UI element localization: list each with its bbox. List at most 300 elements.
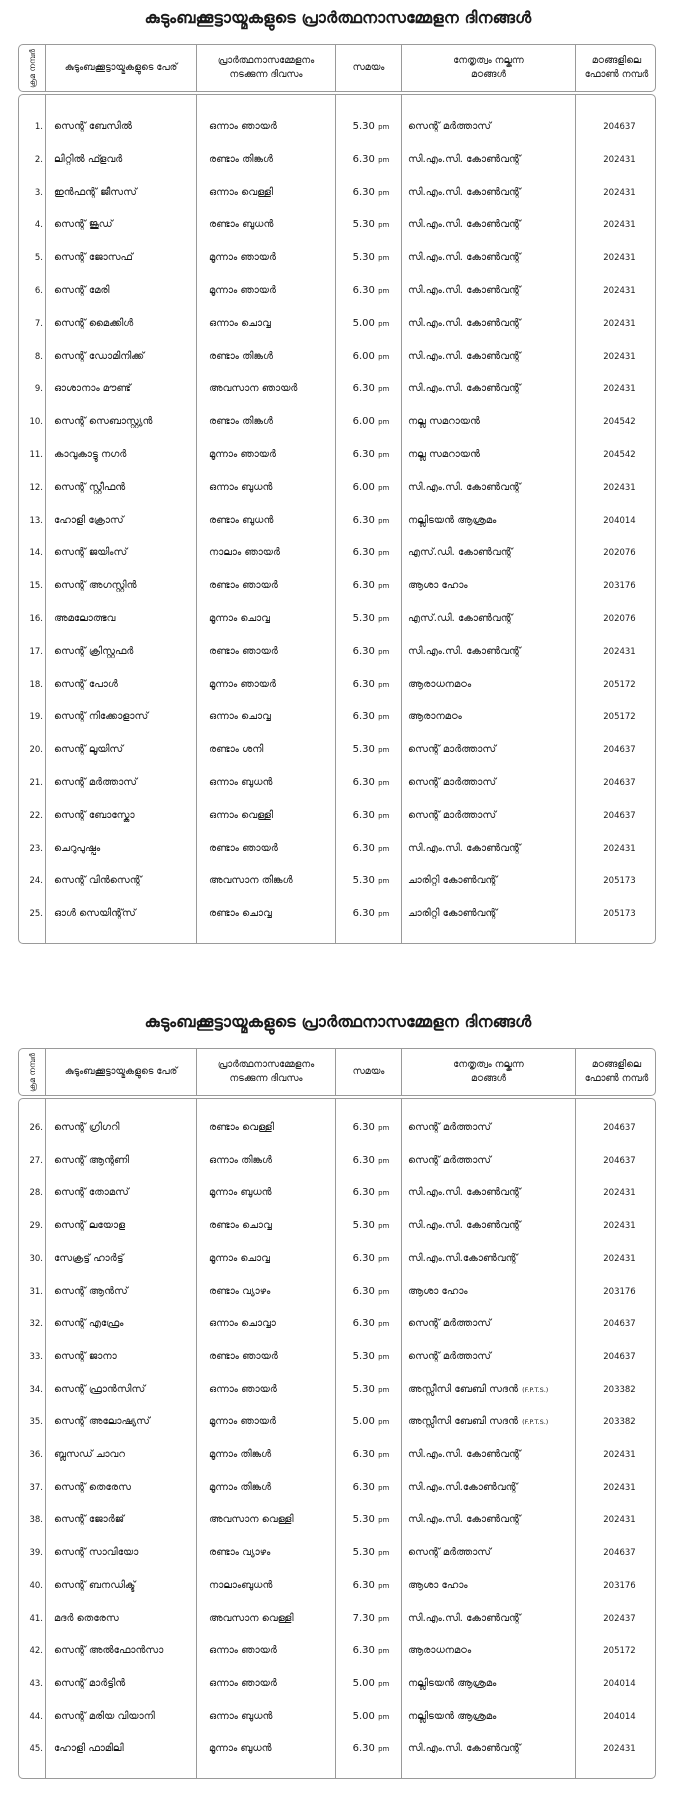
cell-serial-no: 25. [29, 909, 43, 920]
time-unit: pm [378, 385, 390, 394]
time-value: 6.30 [352, 1579, 375, 1591]
cell-serial-no: 34. [29, 1384, 43, 1395]
table-row [19, 479, 657, 497]
cell-time [341, 708, 401, 726]
cell-day: ഒന്നാം ചൊവ്വാ [209, 1318, 276, 1330]
table-row [19, 676, 657, 694]
cell-serial-no: 27. [29, 1155, 43, 1166]
header-name: കുടുംബക്കൂട്ടായ്മകളുടെ പേര് [64, 1066, 178, 1077]
time-value: 6.00 [352, 350, 375, 362]
convent-name: നല്ല സമറായൻ [408, 449, 480, 460]
cell-phone: 202431 [603, 384, 636, 395]
cell-day: ഒന്നാം ബുധൻ [209, 777, 273, 788]
cell-time [341, 676, 401, 694]
convent-name: എസ്.ഡി. കോൺവന്റ് [408, 613, 513, 624]
table-body [18, 94, 656, 944]
cell-day: മൂന്നാം തിങ്കൾ [209, 1481, 272, 1493]
cell-day: ഒന്നാം ബുധൻ [209, 1710, 273, 1722]
cell-day: രണ്ടാം ചൊവ്വ [209, 908, 272, 920]
convent-name: സി.എം.സി.കോൺവന്റ് [408, 1252, 518, 1264]
table-row [19, 216, 657, 234]
table-row [19, 1413, 657, 1431]
cell-day: ഒന്നാം ചൊവ്വ [209, 711, 271, 723]
cell-convent [408, 479, 580, 497]
time-value: 6.30 [352, 383, 375, 395]
table-row [19, 643, 657, 661]
convent-name: നല്ലിടയൻ ആശ്രമം [408, 514, 497, 526]
time-value: 5.30 [352, 219, 375, 231]
cell-time [341, 380, 401, 398]
time-value: 5.00 [352, 1416, 375, 1428]
time-value: 6.30 [352, 1449, 375, 1460]
cell-serial-no: 10. [29, 417, 43, 428]
convent-name: സി.എം.സി. കോൺവന്റ് [408, 153, 521, 165]
cell-name: സെന്റ് അൽഫോൻസാ [54, 1645, 164, 1657]
cell-serial-no: 44. [29, 1711, 43, 1722]
time-value: 6.30 [352, 1122, 375, 1133]
time-unit: pm [378, 1156, 390, 1165]
time-value: 6.30 [352, 514, 375, 526]
cell-day: ഒന്നാം വെള്ളി [209, 809, 274, 821]
cell-day: ഒന്നാം ചൊവ്വ [209, 317, 271, 329]
section-title: കുടുംബക്കൂട്ടായ്മകളുടെ പ്രാർത്ഥനാസമ്മേളന ദിനങ്ങൾ [144, 8, 532, 27]
time-value: 7.30 [352, 1612, 375, 1624]
cell-convent [408, 1479, 580, 1497]
table-row [19, 1119, 657, 1137]
table-row [19, 544, 657, 562]
cell-name: ഓൾ സെയിന്റ്സ് [54, 908, 136, 920]
cell-day: രണ്ടാം തിങ്കൾ [209, 416, 274, 428]
table-row [19, 380, 657, 398]
cell-convent [408, 184, 580, 202]
cell-time [341, 348, 401, 366]
cell-name: സെന്റ് ബോസ്കോ [54, 809, 135, 821]
convent-name: സി.എം.സി. കോൺവന്റ് [408, 645, 521, 657]
time-unit: pm [378, 1124, 390, 1132]
cell-convent [408, 1250, 580, 1268]
cell-convent [408, 872, 580, 890]
time-unit: pm [378, 1451, 390, 1459]
cell-time [341, 807, 401, 825]
table-row [19, 1577, 657, 1595]
convent-name: എസ്.ഡി. കോൺവന്റ് [408, 547, 513, 559]
cell-name: സെന്റ് അഗസ്റ്റിൻ [54, 580, 137, 592]
table-row [19, 774, 657, 792]
time-value: 6.30 [352, 1187, 375, 1199]
cell-convent [408, 676, 580, 694]
cell-time [341, 512, 401, 530]
header-convent: നേതൃത്വം നല്കുന്ന മഠങ്ങൾ [453, 1059, 524, 1084]
cell-convent [408, 610, 580, 628]
table-row [19, 872, 657, 890]
cell-convent [408, 249, 580, 267]
table-row [19, 708, 657, 726]
cell-name: സെന്റ് ഗ്രിഗറി [54, 1122, 120, 1133]
cell-phone: 204542 [603, 417, 636, 428]
header-time: സമയം [352, 62, 385, 73]
cell-convent [408, 413, 580, 431]
time-unit: pm [378, 516, 390, 525]
cell-name: സെന്റ് സെബാസ്റ്റ്യൻ [54, 416, 153, 428]
cell-day: രണ്ടാം ബുധൻ [209, 219, 274, 231]
convent-name: ആരാധനമഠം [408, 1645, 472, 1657]
time-value: 6.30 [352, 1743, 375, 1755]
table-row [19, 446, 657, 464]
cell-serial-no: 41. [29, 1613, 43, 1624]
cell-name: സെന്റ് തെരേസ [54, 1481, 131, 1493]
cell-convent [408, 1348, 580, 1366]
cell-serial-no: 28. [29, 1188, 43, 1199]
cell-serial-no: 9. [34, 384, 43, 395]
time-unit: pm [378, 1581, 390, 1590]
cell-phone: 203176 [603, 581, 636, 592]
cell-day: ഒന്നാം ഞായർ [209, 1645, 277, 1657]
table-row [19, 610, 657, 628]
table-row [19, 1446, 657, 1464]
convent-name: അസ്സീസി ബേബി സദൻ [408, 1383, 519, 1395]
convent-name: സെന്റ് മാർത്താസ് [408, 777, 497, 788]
cell-phone: 204014 [603, 1678, 636, 1689]
cell-phone: 202431 [603, 1221, 636, 1232]
cell-serial-no: 21. [29, 778, 43, 788]
cell-day: ഒന്നാം ഞായർ [209, 1677, 277, 1689]
table-row [19, 840, 657, 858]
cell-phone: 202431 [603, 1253, 636, 1264]
cell-phone: 202431 [603, 187, 636, 198]
cell-name: സെന്റ് ജോസഫ് [54, 252, 133, 264]
cell-name: സേക്രട്ട് ഹാർട്ട് [54, 1252, 124, 1264]
cell-name: ഹോളി ഫാമിലി [54, 1743, 124, 1755]
table-row [19, 1675, 657, 1693]
cell-name: സെന്റ് ജാനാ [54, 1350, 117, 1362]
cell-phone: 202431 [603, 286, 636, 296]
cell-phone: 202431 [603, 253, 636, 264]
cell-day: മൂന്നാം ഞായർ [209, 678, 277, 690]
cell-convent [408, 348, 580, 366]
convent-name: സി.എം.സി. കോൺവന്റ് [408, 350, 521, 362]
cell-day: രണ്ടാം വ്യാഴം [209, 1285, 271, 1297]
time-value: 5.30 [352, 613, 375, 624]
cell-time [341, 1413, 401, 1431]
cell-convent [408, 1675, 580, 1693]
cell-name: അമലോത്ഭവ [54, 613, 116, 624]
table-row [19, 577, 657, 595]
cell-convent [408, 118, 580, 136]
cell-time [341, 643, 401, 661]
header-serial-no: ക്രമ നമ്പർ [27, 1052, 37, 1092]
cell-day: നാലാം ഞായർ [209, 547, 281, 559]
cell-phone: 204637 [603, 1548, 636, 1559]
cell-convent [408, 1544, 580, 1562]
cell-name: സെന്റ് ഡോമിനിക്ക് [54, 350, 145, 362]
time-value: 6.30 [352, 547, 375, 559]
cell-name: മദർ തെരേസ [54, 1612, 119, 1624]
cell-name: കാവുകാട്ടു നഗർ [54, 449, 127, 460]
table-row [19, 1511, 657, 1529]
cell-name: സെന്റ് ജയിംസ് [54, 547, 128, 559]
convent-name: സി.എം.സി. കോൺവന്റ് [408, 1187, 521, 1199]
cell-time [341, 544, 401, 562]
time-value: 6.00 [352, 416, 375, 428]
time-unit: pm [378, 811, 390, 820]
convent-name: നല്ലിടയൻ ആശ്രമം [408, 1710, 497, 1722]
cell-phone: 204637 [603, 778, 636, 788]
table-row [19, 1217, 657, 1235]
cell-time [341, 1217, 401, 1235]
cell-serial-no: 1. [34, 122, 43, 132]
time-value: 5.30 [352, 744, 375, 756]
cell-time [341, 1152, 401, 1170]
cell-name: സെന്റ് ജൂഡ് [54, 219, 113, 231]
time-value: 6.30 [352, 1154, 375, 1166]
time-value: 5.30 [352, 1547, 375, 1559]
cell-convent [408, 708, 580, 726]
cell-day: ഒന്നാം തിങ്കൾ [209, 1154, 273, 1166]
cell-convent [408, 741, 580, 759]
cell-time [341, 1577, 401, 1595]
time-unit: pm [378, 910, 390, 919]
convent-name: സി.എം.സി. കോൺവന്റ് [408, 481, 521, 493]
cell-time [341, 872, 401, 890]
cell-phone: 202431 [603, 482, 636, 493]
convent-name: നല്ല സമറായൻ [408, 416, 480, 428]
convent-name: സി.എം.സി. കോൺവന്റ് [408, 383, 521, 395]
cell-serial-no: 42. [29, 1646, 43, 1657]
cell-convent [408, 1119, 580, 1137]
cell-time [341, 1675, 401, 1693]
table-row [19, 741, 657, 759]
header-day: പ്രാർത്ഥനാസമ്മേളനം നടക്കുന്ന ദിവസം [217, 1059, 315, 1084]
convent-name: സെന്റ് മാർത്താസ് [408, 744, 497, 756]
cell-phone: 202431 [603, 1450, 636, 1460]
cell-name: സെന്റ് ജോർജ് [54, 1514, 125, 1526]
table-body [18, 1098, 656, 1779]
cell-time [341, 905, 401, 923]
cell-phone: 202431 [603, 1515, 636, 1526]
cell-phone: 203176 [603, 1580, 636, 1591]
table-row [19, 1381, 657, 1399]
cell-name: സെന്റ് ബനഡിക്ട് [54, 1579, 136, 1591]
cell-convent [408, 151, 580, 169]
time-value: 5.30 [352, 1383, 375, 1395]
cell-serial-no: 22. [29, 810, 43, 821]
cell-name: സെന്റ് മാർട്ടിൻ [54, 1677, 126, 1689]
cell-phone: 205172 [603, 1646, 636, 1657]
cell-serial-no: 38. [29, 1515, 43, 1526]
cell-day: മൂന്നാം ബുധൻ [209, 1743, 272, 1755]
cell-convent [408, 840, 580, 858]
cell-convent [408, 1577, 580, 1595]
cell-time [341, 1119, 401, 1137]
cell-name: ലിറ്റിൽ ഫ്ളവർ [54, 153, 123, 165]
convent-name: സെന്റ് മർത്താസ് [408, 1122, 491, 1133]
cell-name: ഇൻഫന്റ് ജീസസ് [54, 186, 137, 198]
cell-time [341, 118, 401, 136]
cell-convent [408, 1184, 580, 1202]
header-name: കുടുംബക്കൂട്ടായ്മകളുടെ പേര് [64, 62, 178, 73]
cell-convent [408, 1446, 580, 1464]
cell-time [341, 1708, 401, 1726]
cell-day: മൂന്നാം ബുധൻ [209, 1187, 272, 1199]
cell-phone: 204637 [603, 810, 636, 821]
cell-time [341, 840, 401, 858]
cell-day: അവസാന ഞായർ [209, 383, 298, 395]
time-value: 6.30 [352, 809, 375, 821]
header-serial-no: ക്രമ നമ്പർ [27, 48, 37, 88]
convent-name: സെന്റ് മർത്താസ് [408, 1350, 491, 1362]
cell-serial-no: 14. [29, 548, 43, 559]
cell-time [341, 1479, 401, 1497]
cell-time [341, 1250, 401, 1268]
cell-phone: 203382 [603, 1384, 636, 1395]
cell-day: രണ്ടാം വ്യാഴം [209, 1547, 271, 1559]
header-phone: മഠങ്ങളിലെ ഫോൺ നമ്പർ [584, 55, 649, 80]
cell-name: സെന്റ് അലോഷ്യസ് [54, 1416, 150, 1428]
cell-phone: 203176 [603, 1286, 636, 1297]
cell-day: രണ്ടാം തിങ്കൾ [209, 153, 274, 165]
cell-day: അവസാന വെള്ളി [209, 1612, 294, 1624]
cell-serial-no: 29. [29, 1221, 43, 1232]
time-unit: pm [378, 352, 390, 361]
time-unit: pm [378, 1647, 390, 1656]
cell-phone: 202431 [603, 351, 636, 362]
convent-name: സി.എം.സി. കോൺവന്റ് [408, 842, 521, 854]
cell-name: സെന്റ് ലൂയിസ് [54, 744, 124, 756]
cell-time [341, 1348, 401, 1366]
time-unit: pm [378, 123, 390, 131]
cell-phone: 205172 [603, 679, 636, 690]
table-row [19, 249, 657, 267]
convent-name: സി.എം.സി. കോൺവന്റ് [408, 1743, 521, 1755]
time-value: 5.30 [352, 875, 375, 887]
cell-convent [408, 1152, 580, 1170]
cell-time [341, 1283, 401, 1301]
time-unit: pm [378, 1745, 390, 1754]
section-title: കുടുംബക്കൂട്ടായ്മകളുടെ പ്രാർത്ഥനാസമ്മേളന ദിനങ്ങൾ [144, 1012, 532, 1031]
time-unit: pm [378, 483, 390, 492]
table-row [19, 413, 657, 431]
cell-phone: 204542 [603, 450, 636, 460]
convent-name: സി.എം.സി. കോൺവന്റ് [408, 219, 521, 231]
cell-serial-no: 30. [29, 1253, 43, 1264]
time-value: 5.30 [352, 1514, 375, 1526]
convent-name: അസ്സീസി ബേബി സദൻ [408, 1416, 519, 1428]
cell-time [341, 446, 401, 464]
cell-serial-no: 26. [29, 1123, 43, 1133]
convent-name: സെന്റ് മർത്താസ് [408, 1318, 491, 1330]
cell-time [341, 774, 401, 792]
cell-serial-no: 6. [34, 286, 43, 296]
table-row [19, 1250, 657, 1268]
cell-name: സെന്റ് സ്റ്റീഫൻ [54, 481, 126, 493]
time-value: 6.30 [352, 1285, 375, 1297]
cell-serial-no: 16. [29, 614, 43, 624]
cell-day: രണ്ടാം ഞായർ [209, 580, 278, 592]
cell-phone: 202431 [603, 1744, 636, 1755]
time-value: 6.30 [352, 908, 375, 920]
cell-serial-no: 23. [29, 843, 43, 854]
convent-note: (F.P.T.S.) [522, 1418, 549, 1427]
time-unit: pm [378, 713, 390, 722]
cell-serial-no: 35. [29, 1417, 43, 1428]
cell-phone: 204637 [603, 1155, 636, 1166]
time-unit: pm [378, 844, 390, 853]
cell-convent [408, 1381, 580, 1399]
cell-name: സെന്റ് ബേസിൽ [54, 121, 132, 132]
cell-phone: 204014 [603, 515, 636, 526]
cell-time [341, 1610, 401, 1628]
time-value: 6.30 [352, 777, 375, 788]
time-unit: pm [378, 582, 390, 591]
table-row [19, 151, 657, 169]
cell-day: രണ്ടാം ഞായർ [209, 842, 278, 854]
convent-name: സെന്റ് മാർത്താസ് [408, 809, 497, 821]
cell-time [341, 479, 401, 497]
cell-time [341, 413, 401, 431]
cell-serial-no: 37. [29, 1482, 43, 1493]
header-day: പ്രാർത്ഥനാസമ്മേളനം നടക്കുന്ന ദിവസം [217, 55, 315, 80]
convent-name: നല്ലിടയൻ ആശ്രമം [408, 1677, 497, 1689]
cell-time [341, 151, 401, 169]
cell-convent [408, 1413, 580, 1431]
cell-day: അവസാന വെള്ളി [209, 1514, 294, 1526]
header-convent: നേതൃത്വം നല്കുന്ന മഠങ്ങൾ [453, 55, 524, 80]
cell-day: രണ്ടാം ചൊവ്വ [209, 1220, 272, 1232]
cell-convent [408, 1740, 580, 1758]
cell-phone: 202431 [603, 318, 636, 329]
cell-name: സെന്റ് ക്രിസ്റ്റഫർ [54, 645, 134, 657]
cell-convent [408, 282, 580, 300]
cell-time [341, 577, 401, 595]
cell-time [341, 741, 401, 759]
cell-convent [408, 1708, 580, 1726]
time-unit: pm [378, 1614, 390, 1623]
time-unit: pm [378, 1254, 390, 1263]
table-row [19, 1740, 657, 1758]
time-unit: pm [378, 647, 390, 656]
table-row [19, 118, 657, 136]
cell-phone: 204637 [603, 1351, 636, 1362]
cell-name: സെന്റ് മേരി [54, 285, 110, 296]
cell-serial-no: 8. [34, 351, 43, 362]
cell-convent [408, 774, 580, 792]
convent-name: സി.എം.സി. കോൺവന്റ് [408, 1220, 521, 1232]
cell-day: രണ്ടാം ബുധൻ [209, 514, 274, 526]
cell-phone: 204637 [603, 1123, 636, 1133]
cell-phone: 202431 [603, 646, 636, 657]
time-value: 5.30 [352, 121, 375, 132]
header-phone: മഠങ്ങളിലെ ഫോൺ നമ്പർ [584, 1059, 649, 1084]
cell-convent [408, 905, 580, 923]
time-unit: pm [378, 155, 390, 164]
cell-time [341, 610, 401, 628]
table-row [19, 1184, 657, 1202]
cell-phone: 204637 [603, 122, 636, 132]
cell-convent [408, 643, 580, 661]
cell-name: സെന്റ് ആൻസ് [54, 1285, 128, 1297]
time-unit: pm [378, 1320, 390, 1329]
cell-time [341, 216, 401, 234]
convent-name: സി.എം.സി.കോൺവന്റ് [408, 1481, 518, 1493]
cell-day: രണ്ടാം ശനി [209, 744, 264, 756]
table-row [19, 1283, 657, 1301]
cell-convent [408, 1642, 580, 1660]
cell-time [341, 1642, 401, 1660]
cell-name: സെന്റ് വിൻസെന്റ് [54, 875, 142, 887]
time-unit: pm [378, 319, 390, 328]
table-row [19, 807, 657, 825]
cell-phone: 202431 [603, 154, 636, 165]
